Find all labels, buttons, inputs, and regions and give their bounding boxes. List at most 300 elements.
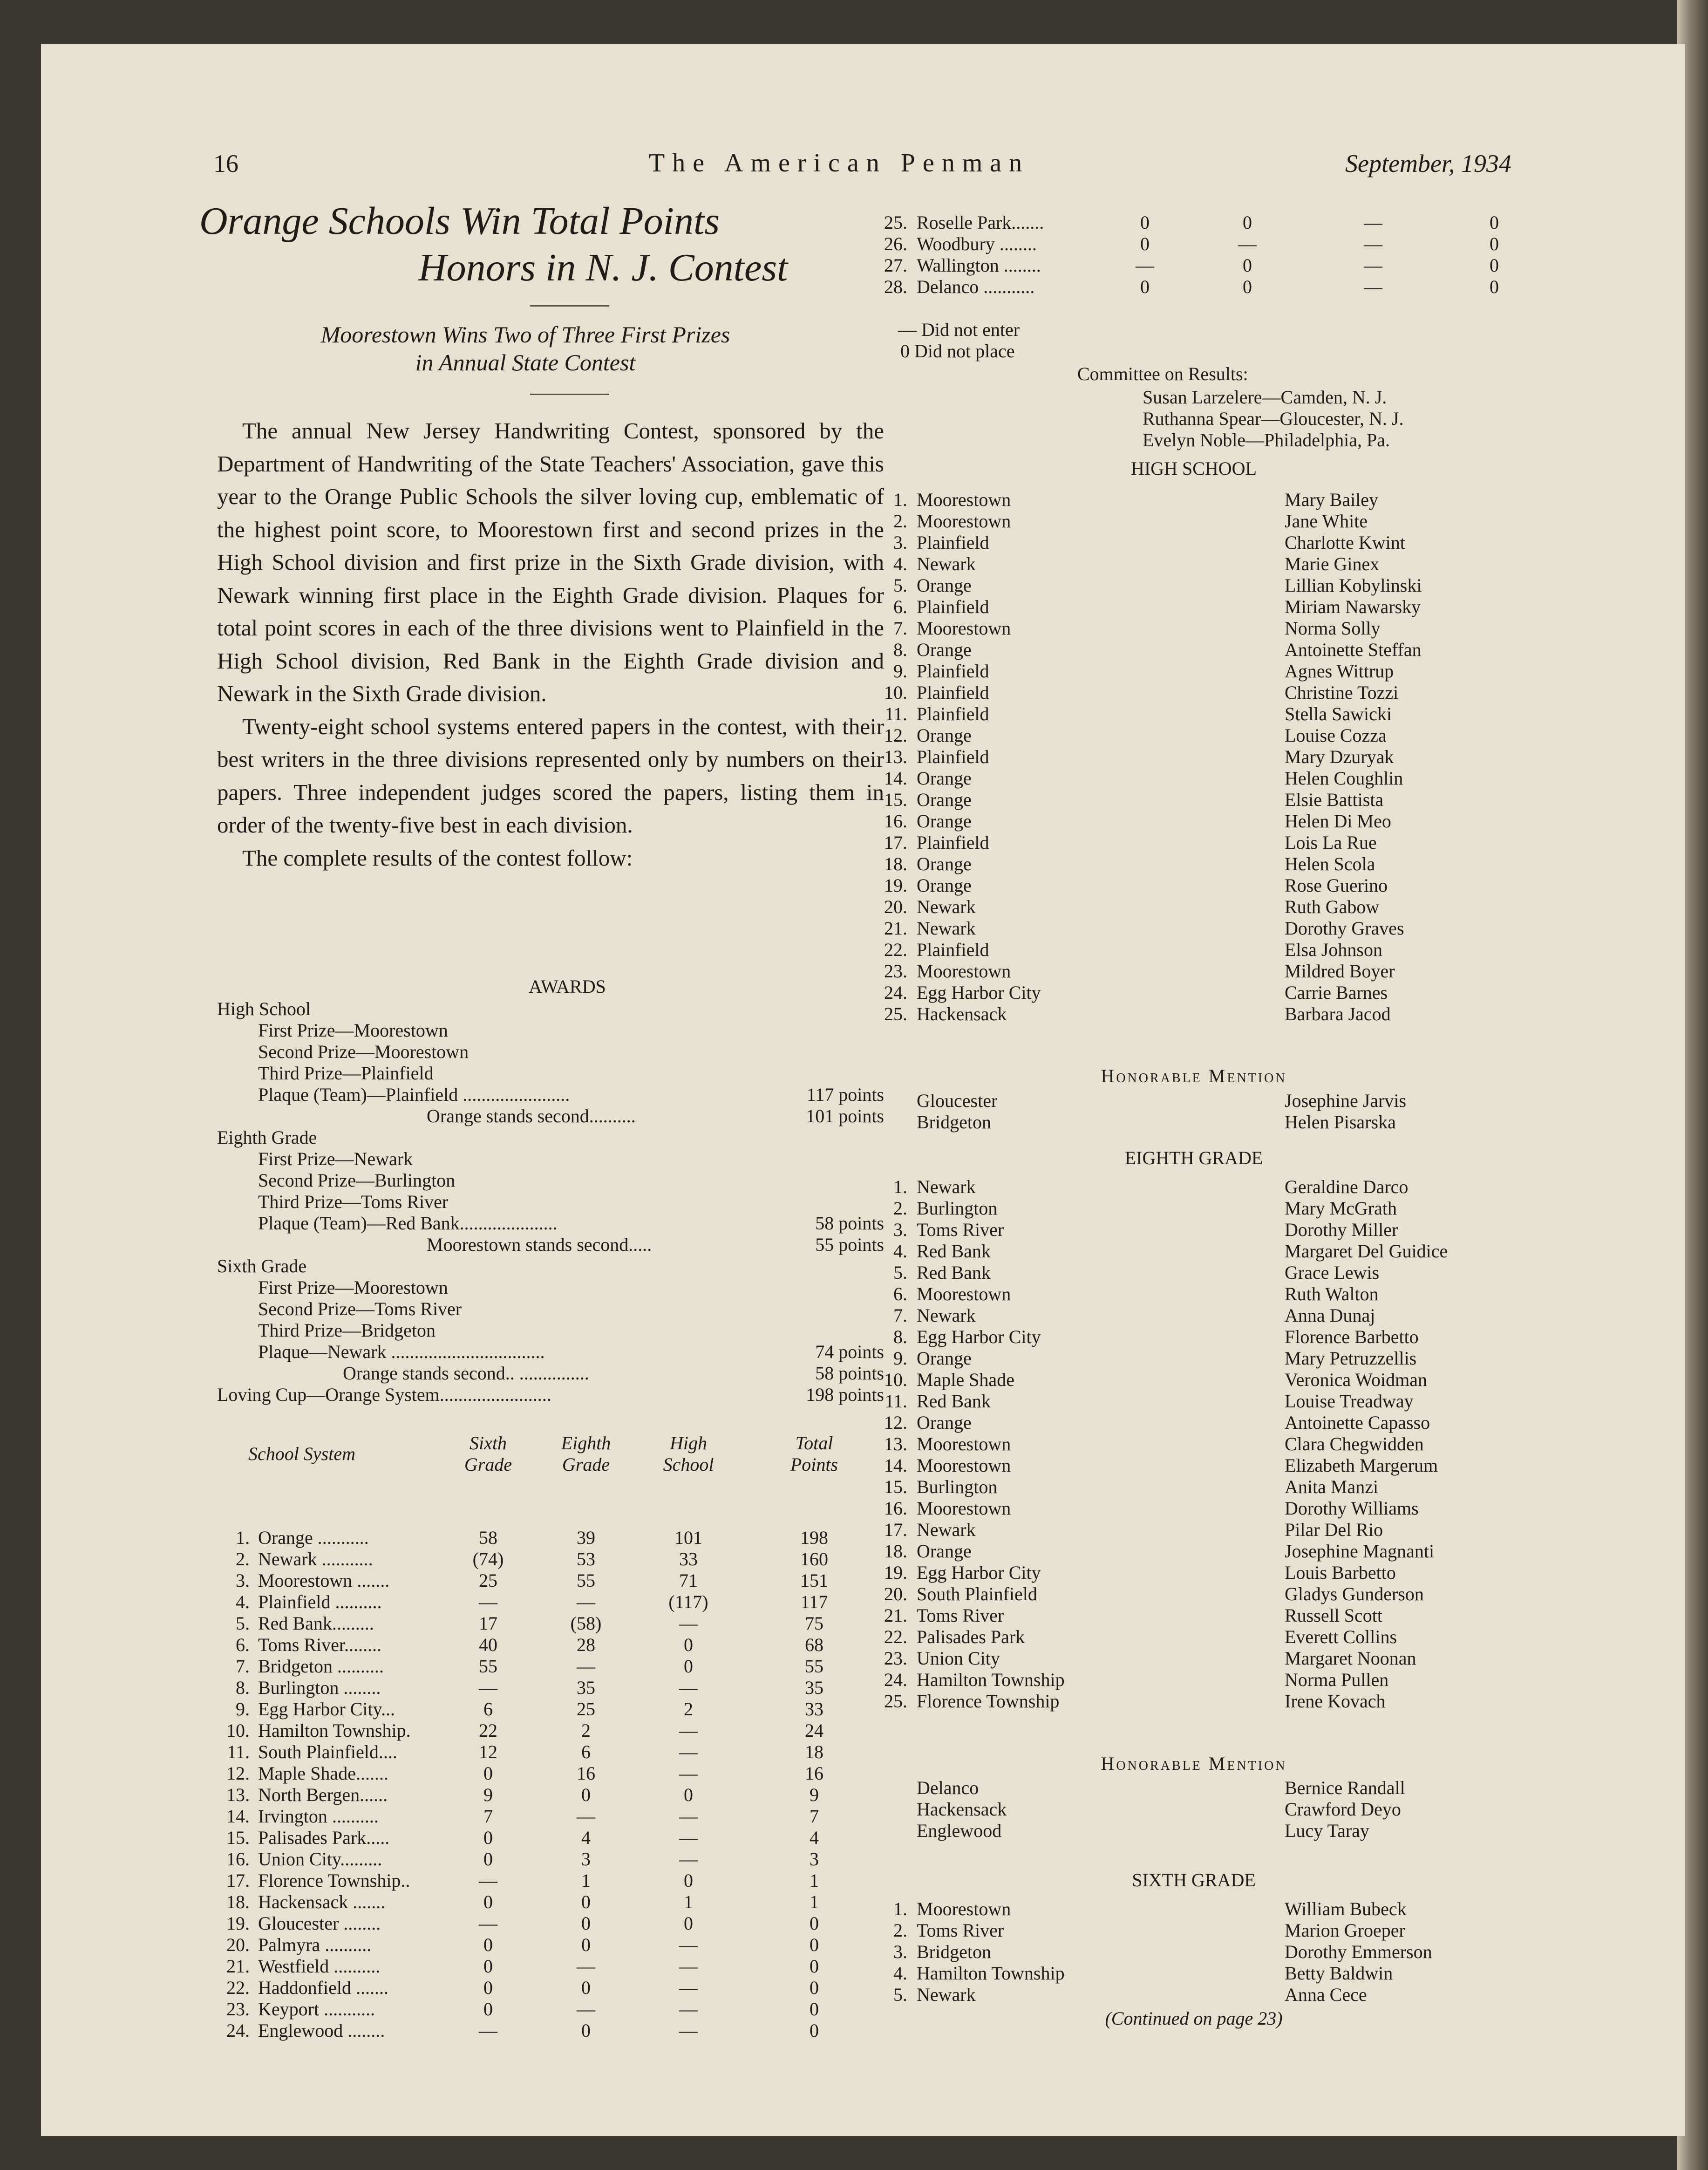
rank: 5. [893, 1984, 907, 2005]
sixth-grade-points: 0 [483, 1827, 493, 1848]
school-name: Gloucester [917, 1090, 998, 1111]
award-line [217, 1191, 884, 1213]
rank: 28. [884, 276, 907, 297]
student-name: Mary McGrath [1285, 1198, 1397, 1219]
high-school-honorable-list [879, 1090, 1564, 1133]
rank: 15. [884, 789, 907, 810]
rank: 19. [226, 1913, 250, 1934]
points-table-continued [879, 212, 1564, 298]
rank: 8. [236, 1677, 250, 1698]
student-name: Lucy Taray [1285, 1820, 1369, 1841]
award-line [217, 1384, 884, 1406]
student-name: William Bubeck [1285, 1898, 1407, 1919]
school-name: Toms River........ [258, 1634, 381, 1655]
school-name: Orange [917, 1541, 972, 1562]
school-name: Hackensack ....... [258, 1891, 386, 1912]
points-table-row [217, 1870, 884, 1891]
rank: 15. [884, 1476, 907, 1497]
winner-row [879, 489, 1564, 511]
rank: 6. [893, 596, 907, 617]
student-name: Norma Pullen [1285, 1669, 1389, 1690]
award-text: Second Prize—Burlington [258, 1170, 456, 1191]
student-name: Marie Ginex [1285, 553, 1380, 574]
sixth-grade-list [879, 1898, 1564, 2006]
winner-row [879, 1369, 1564, 1391]
award-line [217, 1298, 884, 1320]
points-table-row [217, 1720, 884, 1741]
student-name: Antoinette Capasso [1285, 1412, 1430, 1433]
school-name: Moorestown [917, 489, 1011, 510]
school-name: Newark ........... [258, 1549, 373, 1569]
school-name: Plainfield [917, 703, 989, 724]
award-text: First Prize—Moorestown [258, 1020, 448, 1041]
student-name: Elsa Johnson [1285, 939, 1382, 960]
eighth-grade-points: 35 [577, 1677, 595, 1698]
student-name: Helen Pisarska [1285, 1112, 1396, 1133]
school-name: Toms River [917, 1219, 1004, 1240]
col-header-total-line-1: Total [795, 1433, 833, 1453]
sixth-grade-points: — [479, 1870, 497, 1891]
committee-member: Evelyn Noble—Philadelphia, Pa. [1143, 430, 1390, 450]
winner-row [879, 1920, 1564, 1941]
school-name: Toms River [917, 1920, 1004, 1941]
school-name: Burlington [917, 1476, 998, 1497]
committee-member: Susan Larzelere—Camden, N. J. [1143, 387, 1387, 408]
honorable-row [879, 1777, 1564, 1799]
winner-row [879, 639, 1564, 661]
high-school-points: — [679, 1763, 698, 1784]
sixth-grade-points: 0 [483, 1934, 493, 1955]
total-points: 117 [800, 1591, 828, 1612]
school-name: Orange [917, 575, 972, 596]
eighth-grade-points: 39 [577, 1527, 595, 1548]
school-name: Keyport ........... [258, 1999, 375, 2020]
high-school-points: — [1364, 233, 1382, 254]
school-name: Newark [917, 1176, 976, 1197]
school-name: Westfield .......... [258, 1956, 381, 1977]
rank: 20. [884, 896, 907, 917]
award-line [217, 1320, 884, 1341]
sixth-grade-points: (74) [472, 1549, 504, 1569]
award-points: 58 points [815, 1363, 884, 1384]
headline-line-1: Orange Schools Win Total Points [199, 199, 720, 243]
col-header-eighth-line-2: Grade [562, 1454, 610, 1475]
legend-did-not-enter: — Did not enter [898, 319, 1020, 340]
rank: 3. [893, 1941, 907, 1962]
eighth-grade-points: — [577, 1999, 595, 2020]
sixth-grade-title: SIXTH GRADE [1132, 1870, 1256, 1890]
rank: 22. [884, 939, 907, 960]
eighth-grade-points: 25 [577, 1699, 595, 1720]
school-name: Orange [917, 768, 972, 789]
total-points: 4 [810, 1827, 819, 1848]
rank: 13. [884, 1433, 907, 1454]
student-name: Dorothy Emmerson [1285, 1941, 1432, 1962]
rank: 14. [884, 768, 907, 789]
points-table-row [217, 1827, 884, 1849]
high-school-list [879, 489, 1564, 1025]
school-name: Englewood [917, 1820, 1002, 1841]
paragraph-3: The complete results of the contest follow: [242, 845, 633, 871]
award-line [217, 1213, 884, 1234]
rank: 18. [884, 853, 907, 874]
school-name: Irvington .......... [258, 1806, 379, 1827]
rank: 10. [884, 682, 907, 703]
school-name: Egg Harbor City [917, 1326, 1041, 1347]
rank: 4. [893, 1241, 907, 1262]
points-table [217, 1527, 884, 2041]
school-name: Roselle Park....... [917, 212, 1044, 233]
winner-row [879, 1963, 1564, 1984]
school-name: South Plainfield.... [258, 1741, 397, 1762]
eighth-grade-points: 6 [581, 1741, 591, 1762]
sixth-grade-points: 0 [483, 1999, 493, 2020]
student-name: Helen Di Meo [1285, 811, 1391, 832]
school-name: Egg Harbor City [917, 1562, 1041, 1583]
rank: 16. [884, 811, 907, 832]
school-name: Red Bank [917, 1391, 991, 1412]
eighth-grade-points: — [577, 1806, 595, 1827]
high-school-points: 0 [684, 1870, 693, 1891]
rank: 21. [226, 1956, 250, 1977]
rank: 19. [884, 1562, 907, 1583]
article-body [217, 415, 884, 874]
award-points: 74 points [815, 1341, 884, 1362]
sixth-grade-points: 0 [483, 1763, 493, 1784]
student-name: Josephine Jarvis [1285, 1090, 1407, 1111]
school-name: Plainfield [917, 532, 989, 553]
award-text: Third Prize—Plainfield [258, 1063, 434, 1084]
col-header-high [642, 1433, 735, 1475]
school-name: Moorestown [917, 618, 1011, 639]
eighth-grade-points: 0 [581, 1913, 591, 1934]
school-name: Gloucester ........ [258, 1913, 381, 1934]
points-table-row [879, 255, 1564, 276]
total-points: 7 [810, 1806, 819, 1827]
sixth-grade-points: 40 [479, 1634, 497, 1655]
total-points: 68 [805, 1634, 823, 1655]
award-text: First Prize—Moorestown [258, 1277, 448, 1298]
school-name: Moorestown [917, 1898, 1011, 1919]
sixth-grade-points: 55 [479, 1656, 497, 1677]
winner-row [879, 661, 1564, 682]
award-text: Moorestown stands second..... [427, 1234, 652, 1255]
award-text: First Prize—Newark [258, 1148, 413, 1169]
page-number: 16 [213, 150, 238, 177]
points-table-row [217, 1913, 884, 1934]
award-line [217, 1170, 884, 1191]
school-name: South Plainfield [917, 1583, 1037, 1604]
school-name: Bridgeton .......... [258, 1656, 384, 1677]
student-name: Irene Kovach [1285, 1691, 1386, 1712]
rank: 2. [893, 1198, 907, 1219]
eighth-grade-points: — [1238, 233, 1257, 254]
rank: 25. [884, 1691, 907, 1712]
total-points: 16 [805, 1763, 823, 1784]
high-school-honorable-title: Honorable Mention [1101, 1065, 1287, 1086]
total-points: 198 [800, 1527, 828, 1548]
student-name: Norma Solly [1285, 618, 1381, 639]
school-name: Moorestown [917, 1283, 1011, 1304]
high-school-points: 0 [684, 1784, 693, 1805]
col-header-total-line-2: Points [790, 1454, 838, 1475]
award-text: High School [217, 998, 311, 1019]
eighth-grade-points: 0 [581, 1977, 591, 1998]
sixth-grade-points: — [479, 1591, 497, 1612]
student-name: Ruth Walton [1285, 1283, 1379, 1304]
winner-row [879, 1433, 1564, 1455]
school-name: Orange [917, 639, 972, 660]
eighth-grade-points: — [577, 1656, 595, 1677]
sixth-grade-points: 25 [479, 1570, 497, 1591]
award-text: Second Prize—Moorestown [258, 1041, 469, 1062]
school-name: Hamilton Township [917, 1669, 1065, 1690]
award-text: Second Prize—Toms River [258, 1298, 462, 1319]
student-name: Geraldine Darco [1285, 1176, 1409, 1197]
student-name: Helen Coughlin [1285, 768, 1403, 789]
winner-row [879, 1898, 1564, 1920]
total-points: 18 [805, 1741, 823, 1762]
points-table-row [217, 2020, 884, 2041]
high-school-points: — [679, 1741, 698, 1762]
eighth-grade-points: 0 [581, 1784, 591, 1805]
winner-row [879, 1476, 1564, 1498]
winner-row [879, 1348, 1564, 1369]
eighth-grade-honorable-list [879, 1777, 1564, 1842]
high-school-points: 101 [674, 1527, 702, 1548]
subhead-line-2: in Annual State Contest [415, 349, 636, 375]
rank: 5. [893, 575, 907, 596]
rank: 10. [884, 1369, 907, 1390]
rank: 20. [884, 1583, 907, 1604]
award-line [217, 1084, 884, 1105]
winner-row [879, 1003, 1564, 1025]
student-name: Carrie Barnes [1285, 982, 1388, 1003]
high-school-points: 71 [679, 1570, 698, 1591]
school-name: Orange [917, 1348, 972, 1369]
school-name: Orange [917, 789, 972, 810]
sixth-grade-points: 0 [483, 1849, 493, 1870]
high-school-points: (117) [668, 1591, 708, 1612]
rank: 8. [893, 639, 907, 660]
committee-member: Ruthanna Spear—Gloucester, N. J. [1143, 408, 1404, 429]
high-school-points: — [679, 1849, 698, 1870]
high-school-points: 0 [684, 1656, 693, 1677]
award-text: Third Prize—Toms River [258, 1191, 449, 1212]
school-name: Union City......... [258, 1849, 382, 1870]
school-name: Newark [917, 1305, 976, 1326]
winner-row [879, 511, 1564, 532]
student-name: Helen Scola [1285, 853, 1375, 874]
school-name: Hackensack [917, 1799, 1007, 1820]
col-header-high-line-2: School [663, 1454, 714, 1475]
award-text: Third Prize—Bridgeton [258, 1320, 436, 1341]
school-name: Orange [917, 725, 972, 746]
school-name: Orange ........... [258, 1527, 369, 1548]
student-name: Ruth Gabow [1285, 896, 1380, 917]
student-name: Elsie Battista [1285, 789, 1384, 810]
rank: 2. [893, 511, 907, 532]
student-name: Florence Barbetto [1285, 1326, 1419, 1347]
student-name: Mildred Boyer [1285, 961, 1395, 982]
rank: 7. [893, 618, 907, 639]
school-name: Palisades Park..... [258, 1827, 390, 1848]
school-name: Orange [917, 853, 972, 874]
school-name: Union City [917, 1648, 1000, 1669]
rank: 22. [226, 1977, 250, 1998]
award-line [217, 1256, 884, 1277]
student-name: Antoinette Steffan [1285, 639, 1422, 660]
winner-row [879, 832, 1564, 853]
sixth-grade-points: 0 [483, 1891, 493, 1912]
high-school-points: — [679, 2020, 698, 2041]
divider [530, 305, 609, 307]
school-name: Plainfield .......... [258, 1591, 382, 1612]
sixth-grade-points: — [1136, 255, 1154, 276]
high-school-points: — [679, 1827, 698, 1848]
student-name: Stella Sawicki [1285, 703, 1392, 724]
student-name: Anita Manzi [1285, 1476, 1379, 1497]
high-school-points: — [1364, 255, 1382, 276]
student-name: Rose Guerino [1285, 875, 1388, 896]
student-name: Charlotte Kwint [1285, 532, 1405, 553]
school-name: Plainfield [917, 661, 989, 682]
legend-did-not-place: 0 Did not place [900, 341, 1015, 362]
student-name: Elizabeth Margerum [1285, 1455, 1438, 1476]
winner-row [879, 1412, 1564, 1433]
award-line [217, 1277, 884, 1298]
winner-row [879, 1198, 1564, 1219]
sixth-grade-points: 6 [483, 1699, 493, 1720]
high-school-points: 0 [684, 1634, 693, 1655]
award-text: Plaque (Team)—Plainfield ....................... [258, 1084, 570, 1105]
award-points: 198 points [806, 1384, 884, 1405]
rank: 9. [236, 1699, 250, 1720]
school-name: Florence Township [917, 1691, 1060, 1712]
total-points: 0 [810, 1956, 819, 1977]
rank: 15. [226, 1827, 250, 1848]
school-name: Maple Shade [917, 1369, 1014, 1390]
rank: 14. [884, 1455, 907, 1476]
student-name: Mary Bailey [1285, 489, 1379, 510]
award-line [217, 1127, 884, 1148]
high-school-points: — [679, 1956, 698, 1977]
issue-date: September, 1934 [1345, 150, 1511, 177]
winner-row [879, 1626, 1564, 1648]
points-table-row [879, 212, 1564, 233]
high-school-points: 0 [684, 1913, 693, 1934]
col-header-eighth-line-1: Eighth [561, 1433, 611, 1453]
points-table-row [217, 1784, 884, 1806]
total-points: 0 [1490, 233, 1499, 254]
sixth-grade-points: 0 [1140, 276, 1150, 297]
rank: 6. [236, 1634, 250, 1655]
rank: 3. [893, 532, 907, 553]
eighth-grade-points: — [577, 1956, 595, 1977]
sixth-grade-points: — [479, 1677, 497, 1698]
sixth-grade-points: 22 [479, 1720, 497, 1741]
total-points: 151 [800, 1570, 828, 1591]
school-name: Plainfield [917, 682, 989, 703]
col-header-total [768, 1433, 861, 1475]
winner-row [879, 1305, 1564, 1326]
school-name: Delanco [917, 1777, 979, 1798]
winner-row [879, 768, 1564, 789]
rank: 17. [884, 1519, 907, 1540]
rank: 12. [226, 1763, 250, 1784]
eighth-grade-title: EIGHTH GRADE [1124, 1147, 1263, 1168]
winner-row [879, 575, 1564, 596]
student-name: Gladys Gunderson [1285, 1583, 1424, 1604]
total-points: 9 [810, 1784, 819, 1805]
eighth-grade-points: 2 [581, 1720, 591, 1741]
winner-row [879, 532, 1564, 553]
student-name: Josephine Magnanti [1285, 1541, 1435, 1562]
total-points: 0 [1490, 255, 1499, 276]
school-name: Bridgeton [917, 1112, 991, 1133]
award-text: Plaque—Newark ................................. [258, 1341, 545, 1362]
rank: 25. [884, 1003, 907, 1024]
rank: 9. [893, 661, 907, 682]
honorable-row [879, 1799, 1564, 1820]
headline-line-2: Honors in N. J. Contest [418, 246, 788, 289]
winner-row [879, 1219, 1564, 1241]
winner-row [879, 1691, 1564, 1712]
rank: 19. [884, 875, 907, 896]
points-table-row [217, 1613, 884, 1634]
winner-row [879, 1583, 1564, 1605]
col-header-sixth [446, 1433, 530, 1475]
student-name: Barbara Jacod [1285, 1003, 1391, 1024]
points-table-row [217, 1677, 884, 1699]
rank: 10. [226, 1720, 250, 1741]
winner-row [879, 1391, 1564, 1412]
winner-row [879, 1519, 1564, 1541]
school-name: Hamilton Township. [258, 1720, 411, 1741]
rank: 1. [893, 489, 907, 510]
total-points: 35 [805, 1677, 823, 1698]
award-text: Loving Cup—Orange System........................ [217, 1384, 551, 1405]
school-name: Moorestown [917, 961, 1011, 982]
rank: 4. [893, 553, 907, 574]
student-name: Pilar Del Rio [1285, 1519, 1383, 1540]
winner-row [879, 1326, 1564, 1348]
eighth-grade-list [879, 1176, 1564, 1712]
rank: 20. [226, 1934, 250, 1955]
winner-row [879, 1941, 1564, 1963]
eighth-grade-honorable-title: Honorable Mention [1101, 1753, 1287, 1774]
winner-row [879, 1541, 1564, 1562]
school-name: Moorestown [917, 511, 1011, 532]
rank: 14. [226, 1806, 250, 1827]
school-name: Moorestown [917, 1498, 1011, 1519]
rank: 12. [884, 1412, 907, 1433]
total-points: 0 [810, 1913, 819, 1934]
school-name: Newark [917, 1519, 976, 1540]
school-name: Florence Township.. [258, 1870, 410, 1891]
award-line [217, 1063, 884, 1084]
eighth-grade-points: 55 [577, 1570, 595, 1591]
student-name: Anna Dunaj [1285, 1305, 1375, 1326]
eighth-grade-points: 0 [581, 1891, 591, 1912]
school-name: Moorestown [917, 1455, 1011, 1476]
points-table-row [879, 233, 1564, 255]
winner-row [879, 1669, 1564, 1691]
school-name: Plainfield [917, 832, 989, 853]
school-name: Toms River [917, 1605, 1004, 1626]
winner-row [879, 746, 1564, 768]
student-name: Margaret Noonan [1285, 1648, 1416, 1669]
